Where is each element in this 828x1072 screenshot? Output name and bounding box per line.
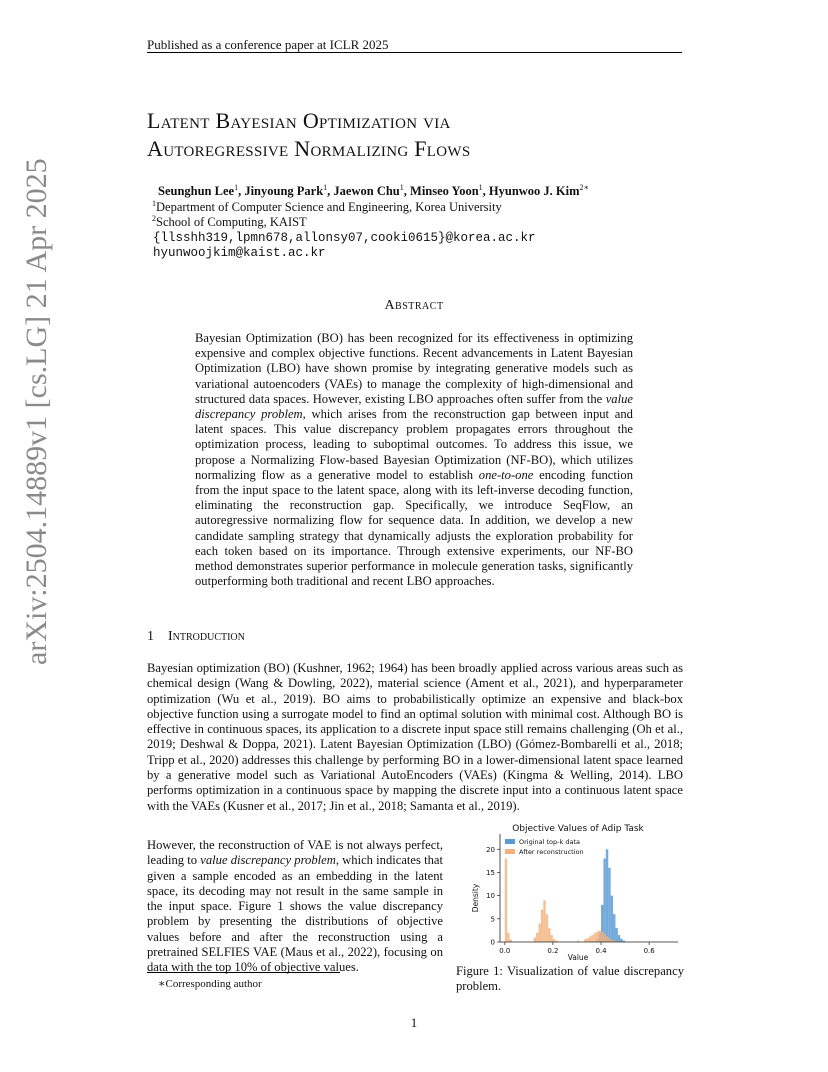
- histogram-chart: [456, 818, 684, 964]
- y-tick-label: 15: [486, 868, 495, 877]
- arxiv-identifier[interactable]: arXiv:2504.14889v1 [cs.LG] 21 Apr 2025: [20, 158, 53, 665]
- email-line-2[interactable]: hyunwoojkim@kaist.ac.kr: [153, 246, 326, 260]
- paper-title: [147, 107, 707, 163]
- bar-after-reconstruction: [596, 931, 598, 942]
- author-affiliation-mark: 1: [234, 183, 239, 192]
- bar-after-reconstruction: [536, 933, 538, 942]
- x-axis-label: Value: [567, 953, 589, 962]
- bar-after-reconstruction: [599, 930, 601, 942]
- figure-1: [456, 818, 684, 964]
- bar-after-reconstruction: [543, 900, 545, 942]
- author-affiliation-mark: 1: [399, 183, 404, 192]
- section-title: Introduction: [168, 629, 245, 644]
- abstract-emphasis: value discrepancy problem: [195, 391, 633, 422]
- paragraph-text: However, the reconstruction of VAE is not always perfect, leading to: [147, 838, 443, 868]
- intro-paragraph-2: [147, 838, 443, 976]
- affiliation-2: [152, 214, 307, 230]
- author-name: Jinyoung Park: [244, 184, 324, 199]
- histogram-bars: [505, 849, 625, 942]
- page-number: 1: [410, 1015, 418, 1030]
- bar-original: [618, 935, 620, 942]
- running-header: Published as a conference paper at ICLR 2025: [147, 37, 389, 52]
- bar-after-reconstruction: [584, 939, 586, 942]
- abstract-text: , which arises from the reconstruction gap between input and latent spaces. This value discrepancy problem propagates errors throughout the optimization process, leading to suboptimal outcomes. To address this issue, we propose a Normalizing Flow-based Bayesian Optimization (NF-BO), which utilizes normalizing flow as a generative model to establish: [195, 407, 633, 482]
- intro-paragraph-1: Bayesian optimization (BO) (Kushner, 1962; 1964) has been broadly applied across various areas such as chemical design (Wang & Dowling, 2022), material science (Ament et al., 2021), and hyperparameter optimization (Wu et al., 2019). BO aims to probabilistically optimize an expensive and black-box objective function using a surrogate model to find an optimal solution with minimal cost. Although BO is effective in continuous spaces, its application to a discrete input space still remains challenging (Oh et al., 2019; Deshwal & Doppa, 2021). Latent Bayesian Optimization (LBO) (Gómez-Bombarelli et al., 2018; Tripp et al., 2020) addresses this challenge by performing BO in a lower-dimensional latent space learned by a generative model such as Variational AutoEncoders (VAEs) (Kingma & Welling, 2014). LBO performs optimization in a continuous space by mapping the discrete input into a continuous latent space with the VAEs (Kusner et al., 2017; Jin et al., 2018; Samanta et al., 2019).: [147, 661, 683, 813]
- chart-legend: [505, 838, 584, 856]
- y-axis-label: Density: [471, 883, 480, 913]
- legend-label-after: After reconstruction: [519, 848, 584, 856]
- abstract-heading: Abstract: [384, 298, 444, 313]
- x-tick-label: 0.2: [547, 947, 559, 955]
- legend-swatch-after: [505, 849, 515, 854]
- bar-after-reconstruction: [594, 933, 596, 942]
- abstract-emphasis: one-to-one: [478, 467, 534, 482]
- bar-original: [606, 849, 608, 942]
- figure-caption: Figure 1: Visualization of value discrepancy problem.: [456, 964, 684, 994]
- author-name: Seunghun Lee: [158, 184, 235, 199]
- y-tick-label: 0: [490, 938, 495, 947]
- paragraph-text: , which indicates that given a sample encoded as an embedding in the latent space, its decoding may not result in the same sample in the input space. Figure 1 shows the value discrepancy problem by presenting the distributions of objective values before and after the reconstruction using a pretrained SELFIES VAE (Maus et al., 2022), focusing on data with the top 10% of objective values.: [147, 853, 443, 975]
- affiliation-number: 1: [152, 199, 156, 208]
- title-line-2: Autoregressive Normalizing Flows: [147, 136, 471, 161]
- bar-after-reconstruction: [534, 937, 536, 942]
- author-name: Hyunwoo J. Kim: [488, 184, 580, 199]
- affiliation-1: [152, 199, 502, 215]
- author-list: Seunghun Lee$^1$, Jinyoung Park$^1$, Jaewon Chu$^1$, Minseo Yoon$^1$, Hyunwoo J. Kim$^{2∗}$: [158, 183, 589, 199]
- email-line-1[interactable]: {llsshh319,lpmn678,allonsy07,cooki0615}@korea.ac.kr: [153, 231, 536, 245]
- footnote: ∗Corresponding author: [158, 978, 262, 990]
- affiliation-text: School of Computing, KAIST: [156, 215, 307, 230]
- bar-after-reconstruction: [589, 936, 591, 942]
- legend-swatch-original: [505, 839, 515, 844]
- bar-original: [615, 928, 617, 942]
- bar-after-reconstruction: [548, 928, 550, 942]
- bar-after-reconstruction: [603, 934, 605, 942]
- author-affiliation-mark: 2∗: [579, 183, 589, 192]
- affiliation-number: 2: [152, 214, 156, 223]
- x-tick-label: 0.6: [643, 947, 655, 955]
- y-tick-label: 20: [486, 845, 495, 854]
- author-name: Minseo Yoon: [410, 184, 479, 199]
- bar-after-reconstruction: [507, 933, 509, 942]
- x-tick-label: 0.0: [499, 947, 511, 955]
- section-number: 1: [147, 629, 154, 644]
- y-tick-label: 5: [490, 915, 495, 924]
- bar-after-reconstruction: [608, 938, 610, 942]
- title-line-1: Latent Bayesian Optimization via: [147, 108, 451, 133]
- bar-after-reconstruction: [591, 935, 593, 942]
- bar-after-reconstruction: [606, 936, 608, 942]
- bar-after-reconstruction: [538, 923, 540, 942]
- bar-after-reconstruction: [551, 935, 553, 942]
- legend-label-original: Original top-k data: [519, 838, 580, 846]
- bar-after-reconstruction: [505, 859, 507, 942]
- y-ticks: [486, 846, 500, 947]
- affiliation-text: Department of Computer Science and Engineering, Korea University: [156, 200, 502, 215]
- abstract-text: Bayesian Optimization (BO) has been recognized for its effectiveness in optimizing expensive and complex objective functions. Recent advancements in Latent Bayesian Optimization (LBO) have shown promise by integrating generative models such as variational autoencoders (VAEs) to manage the complexity of high-dimensional and structured data spaces. However, existing LBO approaches often suffer from the: [195, 331, 633, 406]
- bar-after-reconstruction: [541, 910, 543, 942]
- paragraph-emphasis: value discrepancy problem: [200, 853, 336, 868]
- bar-original: [620, 939, 622, 942]
- abstract-text: encoding function from the input space to the latent space, along with its left-inverse decoding function, eliminating the reconstruction gap. Specifically, we introduce SeqFlow, an autoregressive normalizing flow for sequence data. In addition, we develop a new candidate sampling strategy that dynamically adjusts the exploration probability for each token based on its importance. Through extensive experiments, our NF-BO method demonstrates superior performance in molecule generation tasks, significantly outperforming both traditional and recent LBO approaches.: [195, 467, 633, 589]
- author-name: Jaewon Chu: [333, 184, 400, 199]
- section-heading: [147, 629, 245, 645]
- author-affiliation-mark: 1: [323, 183, 328, 192]
- bar-original: [608, 868, 610, 942]
- bar-original: [611, 896, 613, 942]
- bar-original: [613, 914, 615, 942]
- abstract-body: [195, 331, 633, 589]
- bar-after-reconstruction: [587, 938, 589, 942]
- chart-title: Objective Values of Adip Task: [512, 824, 644, 834]
- bar-after-reconstruction: [546, 914, 548, 942]
- bar-original: [603, 859, 605, 942]
- y-tick-label: 10: [486, 892, 495, 901]
- bar-after-reconstruction: [601, 932, 603, 942]
- header-rule: [147, 52, 682, 53]
- bar-after-reconstruction: [553, 939, 555, 942]
- footnote-rule: [147, 972, 340, 973]
- x-tick-label: 0.4: [595, 947, 607, 955]
- author-affiliation-mark: 1: [478, 183, 483, 192]
